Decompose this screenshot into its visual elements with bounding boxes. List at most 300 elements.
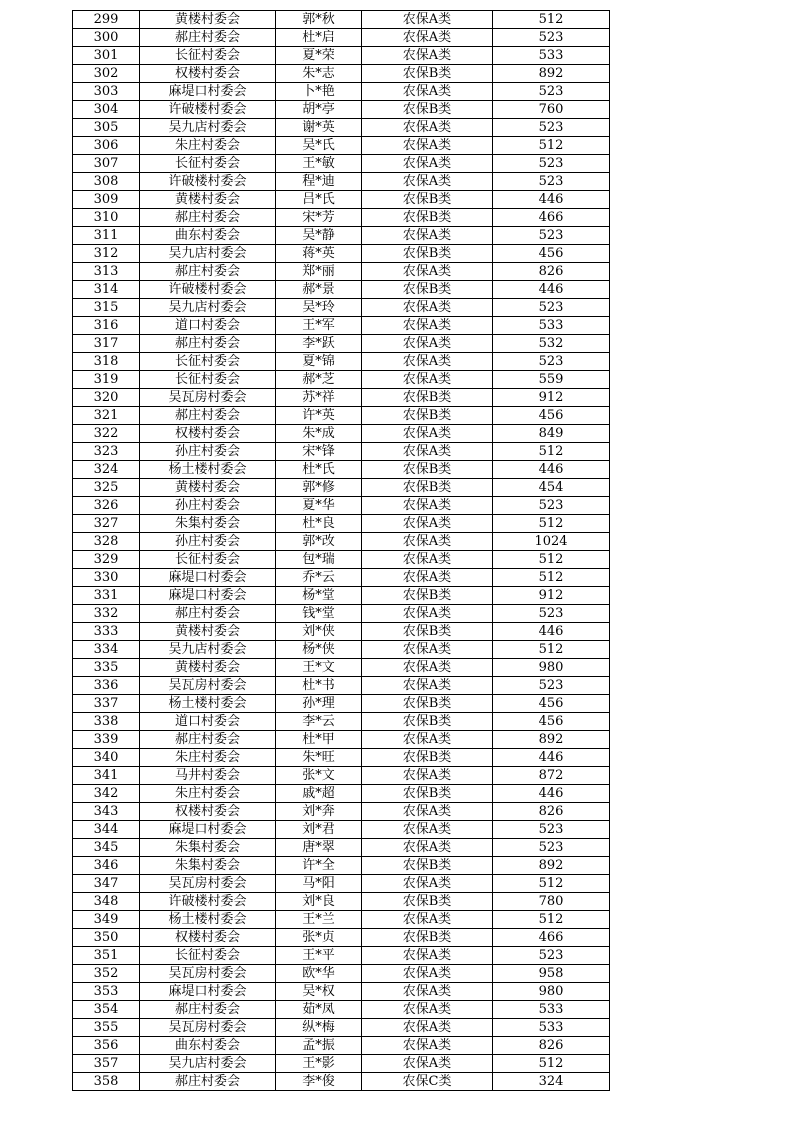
row-number-cell: 338 bbox=[73, 713, 140, 731]
table-row bbox=[73, 443, 610, 461]
row-number-cell: 343 bbox=[73, 803, 140, 821]
table-row bbox=[73, 335, 610, 353]
name-cell: 王*影 bbox=[276, 1055, 362, 1073]
village-committee-cell: 郝庄村委会 bbox=[140, 263, 276, 281]
village-committee-cell: 郝庄村委会 bbox=[140, 1001, 276, 1019]
village-committee-cell: 吴九店村委会 bbox=[140, 299, 276, 317]
table-row bbox=[73, 65, 610, 83]
insurance-type-cell: 农保A类 bbox=[362, 533, 493, 551]
row-number-cell: 319 bbox=[73, 371, 140, 389]
village-committee-cell: 朱集村委会 bbox=[140, 857, 276, 875]
amount-cell: 523 bbox=[493, 839, 610, 857]
table-row bbox=[73, 641, 610, 659]
amount-cell: 446 bbox=[493, 281, 610, 299]
row-number-cell: 333 bbox=[73, 623, 140, 641]
name-cell: 王*兰 bbox=[276, 911, 362, 929]
row-number-cell: 311 bbox=[73, 227, 140, 245]
table-row bbox=[73, 911, 610, 929]
amount-cell: 523 bbox=[493, 299, 610, 317]
name-cell: 包*瑞 bbox=[276, 551, 362, 569]
insurance-type-cell: 农保A类 bbox=[362, 425, 493, 443]
insurance-type-cell: 农保A类 bbox=[362, 1055, 493, 1073]
amount-cell: 532 bbox=[493, 335, 610, 353]
row-number-cell: 304 bbox=[73, 101, 140, 119]
row-number-cell: 310 bbox=[73, 209, 140, 227]
village-committee-cell: 郝庄村委会 bbox=[140, 29, 276, 47]
insurance-type-cell: 农保A类 bbox=[362, 839, 493, 857]
insurance-type-cell: 农保B类 bbox=[362, 101, 493, 119]
row-number-cell: 328 bbox=[73, 533, 140, 551]
name-cell: 卜*艳 bbox=[276, 83, 362, 101]
name-cell: 郑*丽 bbox=[276, 263, 362, 281]
amount-cell: 912 bbox=[493, 389, 610, 407]
row-number-cell: 352 bbox=[73, 965, 140, 983]
village-committee-cell: 长征村委会 bbox=[140, 47, 276, 65]
table-row bbox=[73, 299, 610, 317]
amount-cell: 523 bbox=[493, 29, 610, 47]
village-committee-cell: 黄楼村委会 bbox=[140, 11, 276, 29]
insurance-type-cell: 农保A类 bbox=[362, 965, 493, 983]
insurance-type-cell: 农保A类 bbox=[362, 335, 493, 353]
insurance-type-cell: 农保A类 bbox=[362, 119, 493, 137]
insurance-type-cell: 农保A类 bbox=[362, 731, 493, 749]
row-number-cell: 326 bbox=[73, 497, 140, 515]
village-committee-cell: 朱庄村委会 bbox=[140, 785, 276, 803]
name-cell: 茹*凤 bbox=[276, 1001, 362, 1019]
insurance-type-cell: 农保A类 bbox=[362, 947, 493, 965]
name-cell: 刘*侠 bbox=[276, 623, 362, 641]
village-committee-cell: 曲东村委会 bbox=[140, 227, 276, 245]
table-row bbox=[73, 821, 610, 839]
name-cell: 苏*祥 bbox=[276, 389, 362, 407]
name-cell: 王*文 bbox=[276, 659, 362, 677]
row-number-cell: 308 bbox=[73, 173, 140, 191]
name-cell: 纵*梅 bbox=[276, 1019, 362, 1037]
insurance-type-cell: 农保B类 bbox=[362, 857, 493, 875]
row-number-cell: 320 bbox=[73, 389, 140, 407]
village-committee-cell: 郝庄村委会 bbox=[140, 605, 276, 623]
row-number-cell: 323 bbox=[73, 443, 140, 461]
amount-cell: 512 bbox=[493, 443, 610, 461]
table-row bbox=[73, 1073, 610, 1091]
row-number-cell: 302 bbox=[73, 65, 140, 83]
name-cell: 夏*华 bbox=[276, 497, 362, 515]
row-number-cell: 357 bbox=[73, 1055, 140, 1073]
village-committee-cell: 吴九店村委会 bbox=[140, 1055, 276, 1073]
amount-cell: 872 bbox=[493, 767, 610, 785]
row-number-cell: 351 bbox=[73, 947, 140, 965]
table-row bbox=[73, 947, 610, 965]
name-cell: 张*贞 bbox=[276, 929, 362, 947]
table-row bbox=[73, 857, 610, 875]
amount-cell: 456 bbox=[493, 407, 610, 425]
amount-cell: 456 bbox=[493, 713, 610, 731]
amount-cell: 533 bbox=[493, 1001, 610, 1019]
name-cell: 朱*志 bbox=[276, 65, 362, 83]
row-number-cell: 307 bbox=[73, 155, 140, 173]
insurance-type-cell: 农保A类 bbox=[362, 137, 493, 155]
table-row bbox=[73, 47, 610, 65]
data-table bbox=[72, 10, 610, 1091]
village-committee-cell: 长征村委会 bbox=[140, 371, 276, 389]
table-row bbox=[73, 713, 610, 731]
row-number-cell: 344 bbox=[73, 821, 140, 839]
insurance-type-cell: 农保A类 bbox=[362, 317, 493, 335]
row-number-cell: 332 bbox=[73, 605, 140, 623]
village-committee-cell: 吴九店村委会 bbox=[140, 641, 276, 659]
village-committee-cell: 权楼村委会 bbox=[140, 803, 276, 821]
name-cell: 杨*堂 bbox=[276, 587, 362, 605]
table-row bbox=[73, 695, 610, 713]
name-cell: 胡*亭 bbox=[276, 101, 362, 119]
village-committee-cell: 许破楼村委会 bbox=[140, 281, 276, 299]
name-cell: 吴*玲 bbox=[276, 299, 362, 317]
row-number-cell: 329 bbox=[73, 551, 140, 569]
amount-cell: 324 bbox=[493, 1073, 610, 1091]
village-committee-cell: 吴瓦房村委会 bbox=[140, 389, 276, 407]
insurance-type-cell: 农保A类 bbox=[362, 677, 493, 695]
amount-cell: 512 bbox=[493, 569, 610, 587]
table-row bbox=[73, 569, 610, 587]
insurance-type-cell: 农保A类 bbox=[362, 1019, 493, 1037]
amount-cell: 523 bbox=[493, 947, 610, 965]
insurance-type-cell: 农保A类 bbox=[362, 911, 493, 929]
name-cell: 许*全 bbox=[276, 857, 362, 875]
insurance-type-cell: 农保A类 bbox=[362, 29, 493, 47]
village-committee-cell: 吴瓦房村委会 bbox=[140, 1019, 276, 1037]
name-cell: 郭*修 bbox=[276, 479, 362, 497]
row-number-cell: 299 bbox=[73, 11, 140, 29]
insurance-type-cell: 农保B类 bbox=[362, 389, 493, 407]
row-number-cell: 340 bbox=[73, 749, 140, 767]
insurance-type-cell: 农保A类 bbox=[362, 983, 493, 1001]
insurance-type-cell: 农保C类 bbox=[362, 1073, 493, 1091]
name-cell: 朱*旺 bbox=[276, 749, 362, 767]
name-cell: 吴*静 bbox=[276, 227, 362, 245]
table-row bbox=[73, 281, 610, 299]
name-cell: 郭*改 bbox=[276, 533, 362, 551]
amount-cell: 826 bbox=[493, 263, 610, 281]
name-cell: 钱*堂 bbox=[276, 605, 362, 623]
amount-cell: 446 bbox=[493, 623, 610, 641]
amount-cell: 454 bbox=[493, 479, 610, 497]
name-cell: 杜*氏 bbox=[276, 461, 362, 479]
table-row bbox=[73, 119, 610, 137]
insurance-type-cell: 农保A类 bbox=[362, 227, 493, 245]
insurance-type-cell: 农保B类 bbox=[362, 587, 493, 605]
table-row bbox=[73, 479, 610, 497]
village-committee-cell: 曲东村委会 bbox=[140, 1037, 276, 1055]
table-row bbox=[73, 263, 610, 281]
table-row bbox=[73, 1037, 610, 1055]
row-number-cell: 327 bbox=[73, 515, 140, 533]
village-committee-cell: 杨土楼村委会 bbox=[140, 911, 276, 929]
name-cell: 杜*启 bbox=[276, 29, 362, 47]
row-number-cell: 322 bbox=[73, 425, 140, 443]
insurance-type-cell: 农保A类 bbox=[362, 641, 493, 659]
row-number-cell: 334 bbox=[73, 641, 140, 659]
table-row bbox=[73, 785, 610, 803]
amount-cell: 466 bbox=[493, 209, 610, 227]
name-cell: 吕*氏 bbox=[276, 191, 362, 209]
table-row bbox=[73, 551, 610, 569]
name-cell: 杜*甲 bbox=[276, 731, 362, 749]
row-number-cell: 315 bbox=[73, 299, 140, 317]
village-committee-cell: 麻堤口村委会 bbox=[140, 83, 276, 101]
village-committee-cell: 黄楼村委会 bbox=[140, 623, 276, 641]
village-committee-cell: 朱庄村委会 bbox=[140, 749, 276, 767]
table-row bbox=[73, 1055, 610, 1073]
insurance-type-cell: 农保A类 bbox=[362, 11, 493, 29]
amount-cell: 912 bbox=[493, 587, 610, 605]
row-number-cell: 325 bbox=[73, 479, 140, 497]
row-number-cell: 324 bbox=[73, 461, 140, 479]
village-committee-cell: 长征村委会 bbox=[140, 353, 276, 371]
village-committee-cell: 黄楼村委会 bbox=[140, 191, 276, 209]
name-cell: 朱*成 bbox=[276, 425, 362, 443]
insurance-type-cell: 农保A类 bbox=[362, 173, 493, 191]
village-committee-cell: 权楼村委会 bbox=[140, 65, 276, 83]
table-row bbox=[73, 317, 610, 335]
village-committee-cell: 吴瓦房村委会 bbox=[140, 965, 276, 983]
village-committee-cell: 许破楼村委会 bbox=[140, 173, 276, 191]
insurance-type-cell: 农保B类 bbox=[362, 191, 493, 209]
row-number-cell: 356 bbox=[73, 1037, 140, 1055]
village-committee-cell: 马井村委会 bbox=[140, 767, 276, 785]
village-committee-cell: 孙庄村委会 bbox=[140, 533, 276, 551]
village-committee-cell: 麻堤口村委会 bbox=[140, 983, 276, 1001]
row-number-cell: 353 bbox=[73, 983, 140, 1001]
row-number-cell: 336 bbox=[73, 677, 140, 695]
name-cell: 杨*侠 bbox=[276, 641, 362, 659]
village-committee-cell: 吴九店村委会 bbox=[140, 245, 276, 263]
table-row bbox=[73, 101, 610, 119]
row-number-cell: 342 bbox=[73, 785, 140, 803]
name-cell: 李*跃 bbox=[276, 335, 362, 353]
amount-cell: 446 bbox=[493, 461, 610, 479]
village-committee-cell: 权楼村委会 bbox=[140, 425, 276, 443]
insurance-type-cell: 农保B类 bbox=[362, 713, 493, 731]
row-number-cell: 348 bbox=[73, 893, 140, 911]
amount-cell: 512 bbox=[493, 551, 610, 569]
village-committee-cell: 朱集村委会 bbox=[140, 515, 276, 533]
amount-cell: 512 bbox=[493, 911, 610, 929]
amount-cell: 523 bbox=[493, 227, 610, 245]
insurance-type-cell: 农保A类 bbox=[362, 155, 493, 173]
table-row bbox=[73, 29, 610, 47]
table-row bbox=[73, 983, 610, 1001]
insurance-type-cell: 农保A类 bbox=[362, 605, 493, 623]
table-row bbox=[73, 587, 610, 605]
name-cell: 王*平 bbox=[276, 947, 362, 965]
name-cell: 王*军 bbox=[276, 317, 362, 335]
village-committee-cell: 长征村委会 bbox=[140, 155, 276, 173]
table-row bbox=[73, 461, 610, 479]
name-cell: 戚*超 bbox=[276, 785, 362, 803]
table-row bbox=[73, 803, 610, 821]
village-committee-cell: 长征村委会 bbox=[140, 947, 276, 965]
village-committee-cell: 吴瓦房村委会 bbox=[140, 677, 276, 695]
insurance-type-cell: 农保A类 bbox=[362, 767, 493, 785]
village-committee-cell: 权楼村委会 bbox=[140, 929, 276, 947]
amount-cell: 456 bbox=[493, 695, 610, 713]
amount-cell: 512 bbox=[493, 641, 610, 659]
amount-cell: 980 bbox=[493, 983, 610, 1001]
table-row bbox=[73, 515, 610, 533]
name-cell: 欧*华 bbox=[276, 965, 362, 983]
insurance-type-cell: 农保A类 bbox=[362, 371, 493, 389]
row-number-cell: 305 bbox=[73, 119, 140, 137]
name-cell: 许*英 bbox=[276, 407, 362, 425]
amount-cell: 958 bbox=[493, 965, 610, 983]
row-number-cell: 345 bbox=[73, 839, 140, 857]
amount-cell: 523 bbox=[493, 83, 610, 101]
amount-cell: 512 bbox=[493, 11, 610, 29]
amount-cell: 849 bbox=[493, 425, 610, 443]
insurance-type-cell: 农保B类 bbox=[362, 407, 493, 425]
name-cell: 谢*英 bbox=[276, 119, 362, 137]
insurance-type-cell: 农保A类 bbox=[362, 803, 493, 821]
amount-cell: 512 bbox=[493, 875, 610, 893]
insurance-type-cell: 农保A类 bbox=[362, 659, 493, 677]
table-row bbox=[73, 893, 610, 911]
name-cell: 孟*振 bbox=[276, 1037, 362, 1055]
amount-cell: 760 bbox=[493, 101, 610, 119]
name-cell: 蒋*英 bbox=[276, 245, 362, 263]
name-cell: 夏*锦 bbox=[276, 353, 362, 371]
row-number-cell: 309 bbox=[73, 191, 140, 209]
insurance-type-cell: 农保A类 bbox=[362, 263, 493, 281]
row-number-cell: 346 bbox=[73, 857, 140, 875]
table-row bbox=[73, 497, 610, 515]
table-row bbox=[73, 137, 610, 155]
insurance-type-cell: 农保B类 bbox=[362, 461, 493, 479]
village-committee-cell: 郝庄村委会 bbox=[140, 731, 276, 749]
insurance-type-cell: 农保A类 bbox=[362, 1037, 493, 1055]
row-number-cell: 355 bbox=[73, 1019, 140, 1037]
table-row bbox=[73, 839, 610, 857]
name-cell: 杜*书 bbox=[276, 677, 362, 695]
table-row bbox=[73, 731, 610, 749]
insurance-type-cell: 农保B类 bbox=[362, 623, 493, 641]
village-committee-cell: 许破楼村委会 bbox=[140, 101, 276, 119]
amount-cell: 523 bbox=[493, 353, 610, 371]
row-number-cell: 341 bbox=[73, 767, 140, 785]
amount-cell: 892 bbox=[493, 731, 610, 749]
amount-cell: 512 bbox=[493, 515, 610, 533]
name-cell: 郝*景 bbox=[276, 281, 362, 299]
amount-cell: 892 bbox=[493, 65, 610, 83]
village-committee-cell: 道口村委会 bbox=[140, 713, 276, 731]
row-number-cell: 301 bbox=[73, 47, 140, 65]
table-row bbox=[73, 191, 610, 209]
amount-cell: 523 bbox=[493, 605, 610, 623]
insurance-type-cell: 农保A类 bbox=[362, 551, 493, 569]
amount-cell: 466 bbox=[493, 929, 610, 947]
village-committee-cell: 郝庄村委会 bbox=[140, 1073, 276, 1091]
insurance-type-cell: 农保B类 bbox=[362, 245, 493, 263]
village-committee-cell: 郝庄村委会 bbox=[140, 335, 276, 353]
insurance-type-cell: 农保A类 bbox=[362, 299, 493, 317]
row-number-cell: 318 bbox=[73, 353, 140, 371]
name-cell: 乔*云 bbox=[276, 569, 362, 587]
row-number-cell: 358 bbox=[73, 1073, 140, 1091]
village-committee-cell: 黄楼村委会 bbox=[140, 659, 276, 677]
amount-cell: 523 bbox=[493, 119, 610, 137]
table-row bbox=[73, 749, 610, 767]
name-cell: 李*云 bbox=[276, 713, 362, 731]
name-cell: 刘*良 bbox=[276, 893, 362, 911]
table-row bbox=[73, 425, 610, 443]
insurance-type-cell: 农保B类 bbox=[362, 929, 493, 947]
table-row bbox=[73, 389, 610, 407]
village-committee-cell: 朱集村委会 bbox=[140, 839, 276, 857]
insurance-type-cell: 农保A类 bbox=[362, 443, 493, 461]
table-row bbox=[73, 209, 610, 227]
village-committee-cell: 麻堤口村委会 bbox=[140, 569, 276, 587]
insurance-type-cell: 农保A类 bbox=[362, 47, 493, 65]
amount-cell: 533 bbox=[493, 1019, 610, 1037]
insurance-type-cell: 农保B类 bbox=[362, 695, 493, 713]
amount-cell: 446 bbox=[493, 191, 610, 209]
row-number-cell: 300 bbox=[73, 29, 140, 47]
row-number-cell: 337 bbox=[73, 695, 140, 713]
amount-cell: 456 bbox=[493, 245, 610, 263]
village-committee-cell: 麻堤口村委会 bbox=[140, 821, 276, 839]
table-row bbox=[73, 659, 610, 677]
name-cell: 宋*锋 bbox=[276, 443, 362, 461]
insurance-type-cell: 农保B类 bbox=[362, 479, 493, 497]
amount-cell: 892 bbox=[493, 857, 610, 875]
village-committee-cell: 杨土楼村委会 bbox=[140, 695, 276, 713]
village-committee-cell: 杨土楼村委会 bbox=[140, 461, 276, 479]
row-number-cell: 316 bbox=[73, 317, 140, 335]
name-cell: 吴*氏 bbox=[276, 137, 362, 155]
row-number-cell: 321 bbox=[73, 407, 140, 425]
name-cell: 宋*芳 bbox=[276, 209, 362, 227]
village-committee-cell: 郝庄村委会 bbox=[140, 407, 276, 425]
row-number-cell: 350 bbox=[73, 929, 140, 947]
village-committee-cell: 吴瓦房村委会 bbox=[140, 875, 276, 893]
village-committee-cell: 长征村委会 bbox=[140, 551, 276, 569]
amount-cell: 533 bbox=[493, 47, 610, 65]
table-row bbox=[73, 173, 610, 191]
name-cell: 郭*秋 bbox=[276, 11, 362, 29]
table-row bbox=[73, 83, 610, 101]
name-cell: 马*阳 bbox=[276, 875, 362, 893]
amount-cell: 559 bbox=[493, 371, 610, 389]
row-number-cell: 306 bbox=[73, 137, 140, 155]
table-row bbox=[73, 875, 610, 893]
name-cell: 吴*权 bbox=[276, 983, 362, 1001]
insurance-type-cell: 农保A类 bbox=[362, 821, 493, 839]
row-number-cell: 335 bbox=[73, 659, 140, 677]
table-row bbox=[73, 929, 610, 947]
name-cell: 郝*芝 bbox=[276, 371, 362, 389]
insurance-type-cell: 农保B类 bbox=[362, 893, 493, 911]
row-number-cell: 330 bbox=[73, 569, 140, 587]
table-row bbox=[73, 353, 610, 371]
amount-cell: 512 bbox=[493, 1055, 610, 1073]
village-committee-cell: 孙庄村委会 bbox=[140, 497, 276, 515]
name-cell: 刘*君 bbox=[276, 821, 362, 839]
row-number-cell: 313 bbox=[73, 263, 140, 281]
insurance-type-cell: 农保A类 bbox=[362, 353, 493, 371]
table-row bbox=[73, 1001, 610, 1019]
table-row bbox=[73, 677, 610, 695]
name-cell: 刘*奔 bbox=[276, 803, 362, 821]
amount-cell: 980 bbox=[493, 659, 610, 677]
